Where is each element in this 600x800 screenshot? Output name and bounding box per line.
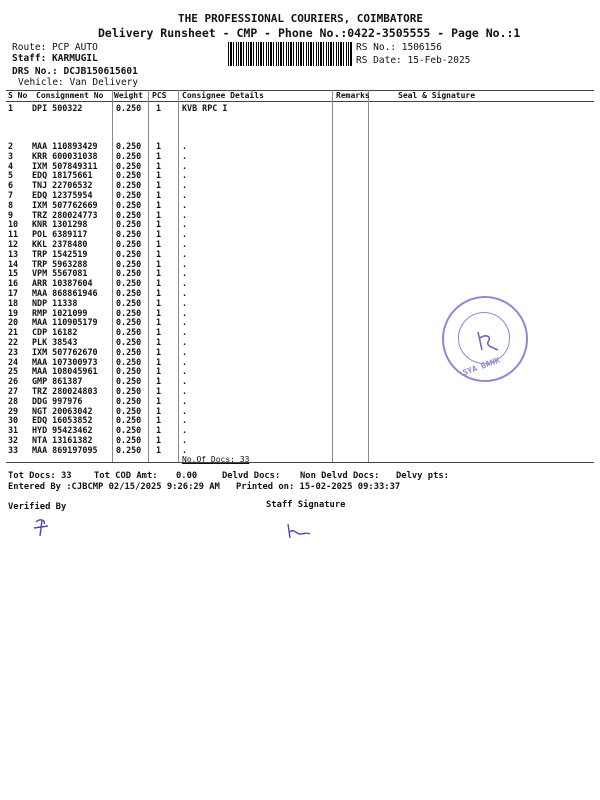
row-sno: 20 xyxy=(8,317,19,328)
row-consignment: TNJ 22706532 xyxy=(32,180,93,191)
row-consignment: ARR 10387604 xyxy=(32,278,93,289)
table-row xyxy=(6,396,594,406)
drs-number: DRS No.: DCJB150615601 xyxy=(12,66,138,77)
table-row xyxy=(6,151,594,161)
row-consignment: VPM 5567081 xyxy=(32,268,88,279)
row-weight: 0.250 xyxy=(116,366,142,377)
vehicle-label: Vehicle: Van Delivery xyxy=(18,77,139,88)
col-pcs: PCS xyxy=(152,91,167,100)
row-consignee: KVB RPC I xyxy=(182,103,228,113)
table-bottom-rule xyxy=(6,462,594,463)
row-consignee: . xyxy=(182,180,188,191)
row-pcs: 1 xyxy=(156,444,162,455)
row-consignee: . xyxy=(182,435,188,445)
row-consignment: DDG 997976 xyxy=(32,395,83,406)
route-label: Route: PCP AUTO xyxy=(12,42,98,53)
row-weight: 0.250 xyxy=(116,337,142,347)
row-consignment: IXM 507849311 xyxy=(32,160,98,171)
col-sno: S No xyxy=(8,91,28,100)
row-sno: 1 xyxy=(8,103,14,113)
row-consignee: . xyxy=(182,170,188,181)
tot-cod-value: 0.00 xyxy=(176,471,198,481)
table-row xyxy=(6,259,594,269)
row-sno: 10 xyxy=(8,219,19,230)
row-sno: 17 xyxy=(8,288,19,298)
barcode xyxy=(228,42,352,66)
verifier-signature xyxy=(30,514,56,540)
row-pcs: 1 xyxy=(156,209,162,220)
col-weight: Weight xyxy=(114,91,143,100)
row-consignment: KRR 600031038 xyxy=(32,150,98,161)
row-consignment: IXM 507762669 xyxy=(32,199,98,210)
table-row xyxy=(6,180,594,190)
row-consignment: PLK 38543 xyxy=(32,337,78,347)
table-row xyxy=(6,210,594,220)
row-pcs: 1 xyxy=(156,297,162,308)
row-consignment: DPI 500322 xyxy=(32,103,83,113)
row-pcs: 1 xyxy=(156,190,162,200)
table-row xyxy=(6,288,594,298)
row-sno: 30 xyxy=(8,415,19,426)
row-sno: 4 xyxy=(8,160,14,171)
row-weight: 0.250 xyxy=(116,376,142,387)
row-consignee: . xyxy=(182,239,188,249)
table-row xyxy=(6,200,594,210)
table-row xyxy=(6,425,594,435)
row-weight: 0.250 xyxy=(116,248,142,259)
document-title: Delivery Runsheet - CMP - Phone No.:0422-3505555 - Page No.:1 xyxy=(98,26,521,40)
row-pcs: 1 xyxy=(156,307,162,318)
staff-label: Staff: KARMUGIL xyxy=(12,53,98,64)
row-consignment: IXM 507762670 xyxy=(32,346,98,357)
row-consignment: TRP 1542519 xyxy=(32,248,88,259)
row-pcs: 1 xyxy=(156,170,162,181)
row-sno: 14 xyxy=(8,258,19,269)
row-sno: 27 xyxy=(8,386,19,396)
row-sno: 19 xyxy=(8,307,19,318)
row-consignment: KNR 1301298 xyxy=(32,219,88,230)
rs-date: RS Date: 15-Feb-2025 xyxy=(356,55,471,66)
row-pcs: 1 xyxy=(156,366,162,377)
row-consignment: MAA 107300973 xyxy=(32,356,98,367)
row-consignment: MAA 110893429 xyxy=(32,141,98,151)
row-pcs: 1 xyxy=(156,258,162,269)
table-row xyxy=(6,170,594,180)
table-row xyxy=(6,141,594,151)
row-weight: 0.250 xyxy=(116,180,142,191)
row-consignee: . xyxy=(182,160,188,171)
rs-number: RS No.: 1506156 xyxy=(356,42,442,53)
row-sno: 13 xyxy=(8,248,19,259)
row-consignee: . xyxy=(182,199,188,210)
row-consignee: . xyxy=(182,219,188,230)
row-sno: 32 xyxy=(8,435,19,445)
col-consignment: Consignment No xyxy=(36,91,104,100)
row-consignee: . xyxy=(182,405,188,416)
row-pcs: 1 xyxy=(156,415,162,426)
row-pcs: 1 xyxy=(156,239,162,249)
table-row xyxy=(6,161,594,171)
row-consignment: TRZ 280024773 xyxy=(32,209,98,220)
table-row xyxy=(6,445,594,455)
table-row xyxy=(6,376,594,386)
row-pcs: 1 xyxy=(156,199,162,210)
row-consignment: POL 6389117 xyxy=(32,229,88,240)
row-sno: 15 xyxy=(8,268,19,279)
row-weight: 0.250 xyxy=(116,415,142,426)
row-weight: 0.250 xyxy=(116,103,142,113)
row-consignment: CDP 16182 xyxy=(32,327,78,338)
row-consignee: . xyxy=(182,297,188,308)
row-weight: 0.250 xyxy=(116,386,142,396)
row-pcs: 1 xyxy=(156,405,162,416)
row-pcs: 1 xyxy=(156,376,162,387)
row-sno: 23 xyxy=(8,346,19,357)
row-pcs: 1 xyxy=(156,103,162,113)
row-weight: 0.250 xyxy=(116,435,142,445)
col-seal: Seal & Signature xyxy=(398,91,476,100)
staff-signature xyxy=(284,522,314,542)
table-row xyxy=(6,249,594,259)
row-sno: 7 xyxy=(8,190,14,200)
row-weight: 0.250 xyxy=(116,258,142,269)
row-weight: 0.250 xyxy=(116,444,142,455)
row-consignment: TRZ 280024803 xyxy=(32,386,98,396)
table-row xyxy=(6,103,594,113)
row-consignee: . xyxy=(182,337,188,347)
row-weight: 0.250 xyxy=(116,229,142,240)
row-consignment: MAA 108045961 xyxy=(32,366,98,377)
table-row xyxy=(6,386,594,396)
row-consignment: EDQ 12375954 xyxy=(32,190,93,200)
row-consignment: KKL 2378480 xyxy=(32,239,88,249)
row-pcs: 1 xyxy=(156,219,162,230)
row-weight: 0.250 xyxy=(116,199,142,210)
row-pcs: 1 xyxy=(156,180,162,191)
row-consignment: NDP 11338 xyxy=(32,297,78,308)
row-weight: 0.250 xyxy=(116,150,142,161)
row-consignee: . xyxy=(182,346,188,357)
row-pcs: 1 xyxy=(156,386,162,396)
row-consignment: MAA 869197095 xyxy=(32,444,98,455)
row-weight: 0.250 xyxy=(116,327,142,338)
staff-signature-label: Staff Signature xyxy=(266,500,346,510)
row-sno: 18 xyxy=(8,297,19,308)
table-row xyxy=(6,219,594,229)
row-sno: 21 xyxy=(8,327,19,338)
row-sno: 12 xyxy=(8,239,19,249)
row-pcs: 1 xyxy=(156,268,162,279)
company-name: THE PROFESSIONAL COURIERS, COIMBATORE xyxy=(178,12,424,25)
row-weight: 0.250 xyxy=(116,170,142,181)
row-pcs: 1 xyxy=(156,150,162,161)
table-row xyxy=(6,415,594,425)
printed-on: Printed on: 15-02-2025 09:33:37 xyxy=(236,482,401,492)
row-pcs: 1 xyxy=(156,317,162,328)
col-remarks: Remarks xyxy=(336,91,370,100)
row-sno: 16 xyxy=(8,278,19,289)
delvd-docs: Delvd Docs: xyxy=(222,471,281,481)
row-pcs: 1 xyxy=(156,160,162,171)
row-sno: 26 xyxy=(8,376,19,387)
entered-by: Entered By :CJBCMP 02/15/2025 9:26:29 AM xyxy=(8,482,220,492)
row-consignee: . xyxy=(182,366,188,377)
row-consignee: . xyxy=(182,258,188,269)
row-weight: 0.250 xyxy=(116,395,142,406)
row-consignee: . xyxy=(182,376,188,387)
row-pcs: 1 xyxy=(156,337,162,347)
row-weight: 0.250 xyxy=(116,356,142,367)
table-row xyxy=(6,268,594,278)
row-weight: 0.250 xyxy=(116,239,142,249)
row-pcs: 1 xyxy=(156,229,162,240)
row-consignment: NTA 13161382 xyxy=(32,435,93,445)
row-sno: 29 xyxy=(8,405,19,416)
row-weight: 0.250 xyxy=(116,190,142,200)
no-of-docs: No.Of Docs: 33 xyxy=(182,455,250,464)
row-consignee: . xyxy=(182,278,188,289)
row-weight: 0.250 xyxy=(116,346,142,357)
row-consignee: . xyxy=(182,386,188,396)
row-consignee: . xyxy=(182,307,188,318)
row-weight: 0.250 xyxy=(116,297,142,308)
row-consignee: . xyxy=(182,229,188,240)
row-sno: 8 xyxy=(8,199,14,210)
row-pcs: 1 xyxy=(156,356,162,367)
row-consignment: GMP 861387 xyxy=(32,376,83,387)
row-sno: 3 xyxy=(8,150,14,161)
row-consignee: . xyxy=(182,248,188,259)
table-row xyxy=(6,435,594,445)
row-sno: 25 xyxy=(8,366,19,377)
row-pcs: 1 xyxy=(156,346,162,357)
table-row xyxy=(6,190,594,200)
row-sno: 28 xyxy=(8,395,19,406)
row-consignment: EDQ 16053852 xyxy=(32,415,93,426)
table-row xyxy=(6,239,594,249)
row-sno: 31 xyxy=(8,425,19,436)
runsheet-table xyxy=(6,90,594,468)
row-pcs: 1 xyxy=(156,435,162,445)
row-weight: 0.250 xyxy=(116,288,142,298)
stamp-text: SYA BANK xyxy=(461,355,501,378)
row-pcs: 1 xyxy=(156,141,162,151)
row-sno: 2 xyxy=(8,141,14,151)
bank-stamp xyxy=(442,296,528,382)
row-weight: 0.250 xyxy=(116,160,142,171)
row-weight: 0.250 xyxy=(116,425,142,436)
non-delvd-docs: Non Delvd Docs: xyxy=(300,471,380,481)
row-consignment: MAA 110905179 xyxy=(32,317,98,328)
tot-cod-label: Tot COD Amt: xyxy=(94,471,158,481)
row-consignment: NGT 20063042 xyxy=(32,405,93,416)
table-row xyxy=(6,229,594,239)
table-header-rule xyxy=(6,101,594,102)
row-weight: 0.250 xyxy=(116,141,142,151)
row-consignee: . xyxy=(182,415,188,426)
row-consignment: EDQ 18175661 xyxy=(32,170,93,181)
row-consignee: . xyxy=(182,268,188,279)
stamp-mark xyxy=(472,328,502,358)
tot-docs: Tot Docs: 33 xyxy=(8,471,72,481)
row-consignment: RMP 1021099 xyxy=(32,307,88,318)
row-sno: 22 xyxy=(8,337,19,347)
row-pcs: 1 xyxy=(156,327,162,338)
row-consignment: MAA 868861946 xyxy=(32,288,98,298)
row-weight: 0.250 xyxy=(116,317,142,328)
row-pcs: 1 xyxy=(156,425,162,436)
row-consignee: . xyxy=(182,288,188,298)
row-sno: 11 xyxy=(8,229,19,240)
row-consignment: TRP 5963288 xyxy=(32,258,88,269)
row-weight: 0.250 xyxy=(116,268,142,279)
row-consignee: . xyxy=(182,327,188,338)
row-consignee: . xyxy=(182,150,188,161)
row-pcs: 1 xyxy=(156,248,162,259)
row-consignee: . xyxy=(182,209,188,220)
row-sno: 6 xyxy=(8,180,14,191)
row-weight: 0.250 xyxy=(116,278,142,289)
row-weight: 0.250 xyxy=(116,219,142,230)
row-sno: 33 xyxy=(8,444,19,455)
table-row xyxy=(6,406,594,416)
row-consignee: . xyxy=(182,141,188,151)
col-consignee: Consignee Details xyxy=(182,91,264,100)
row-weight: 0.250 xyxy=(116,307,142,318)
row-consignment: HYD 95423462 xyxy=(32,425,93,436)
row-consignee: . xyxy=(182,317,188,328)
row-consignee: . xyxy=(182,444,188,455)
row-weight: 0.250 xyxy=(116,405,142,416)
row-consignee: . xyxy=(182,190,188,200)
row-consignee: . xyxy=(182,395,188,406)
row-pcs: 1 xyxy=(156,288,162,298)
verified-by: Verified By xyxy=(8,502,67,512)
table-row xyxy=(6,278,594,288)
row-pcs: 1 xyxy=(156,395,162,406)
row-sno: 5 xyxy=(8,170,14,181)
row-consignee: . xyxy=(182,356,188,367)
row-sno: 9 xyxy=(8,209,14,220)
row-sno: 24 xyxy=(8,356,19,367)
row-weight: 0.250 xyxy=(116,209,142,220)
row-pcs: 1 xyxy=(156,278,162,289)
row-consignee: . xyxy=(182,425,188,436)
delvy-pts: Delvy pts: xyxy=(396,471,449,481)
